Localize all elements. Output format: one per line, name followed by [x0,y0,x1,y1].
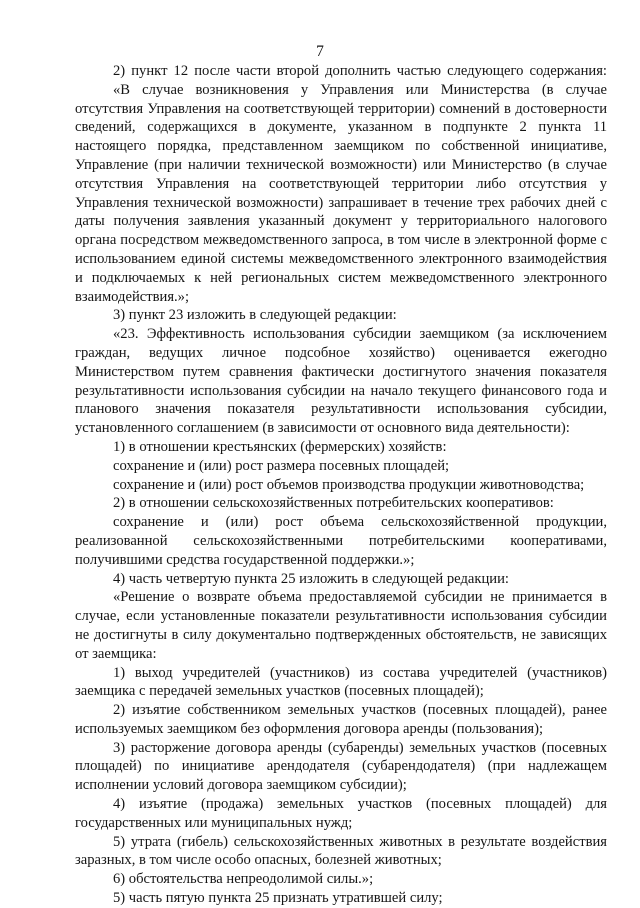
paragraph: 1) выход учредителей (участников) из состава учредителей (участников) заемщика с передачей земельных участков (посевных площадей); [75,664,607,700]
paragraph: 2) пункт 12 после части второй дополнить частью следующего содержания: [113,63,607,79]
paragraph: «Решение о возврате объема предоставляемой субсидии не принимается в случае, если установленные показатели результативности использования субсидии не достигнуты в силу документально подтвержденных обстоятельств, не зависящих от заемщика: [75,589,607,662]
paragraph: сохранение и (или) рост размера посевных площадей; [113,457,450,474]
page-number: 7 [316,43,324,60]
paragraph: «23. Эффективность использования субсидии заемщиком (за исключением граждан, ведущих личное подсобное хозяйство) оценивается ежегодно Министерством путем сравнения фактически достигнутого значения показателя результативности использования субсидии на начало текущего финансового года и планового значения показателя результативности использования субсидии, установленного соглашением (в зависимости от основного вида деятельности): [75,326,607,437]
paragraph: 6) обстоятельства непреодолимой силы.»; [113,871,374,888]
paragraph: сохранение и (или) рост объемов производства продукции животноводства; [113,476,585,493]
paragraph: «В случае возникновения у Управления или Министерства (в случае отсутствия Управления на соответствующей территории) сомнений в достоверности сведений, содержащихся в документе, указанном в подпункте 2 пункта 11 настоящего порядка, представленном заемщиком по собственной инициативе, Управление (при наличии технической возможности) или Министерство (в случае отсутствия Управления на соответствующей территории либо отсутствия у Управления технической возможности) запрашивает в течение трех рабочих дней с даты получения заявления указанный документ у территориального налогового органа посредством межведомственного запроса, в том числе в электронной форме с использованием единой системы межведомственного электронного взаимодействия и подключаемых к ней региональных систем межведомственного электронного взаимодействия.»; [75,81,607,305]
paragraph: 2) в отношении сельскохозяйственных потребительских кооперативов: [113,495,554,512]
paragraph: 5) часть пятую пункта 25 признать утратившей силу; [113,890,443,907]
paragraph: сохранение и (или) рост объема сельскохозяйственной продукции, реализованной сельскохозяйственными потребительскими кооперативами, получившими средства государственной поддержки.»; [75,514,607,568]
document-body [75,62,607,908]
paragraph: 2) изъятие собственником земельных участков (посевных площадей), ранее используемых заемщиком без оформления договора аренды (пользования); [75,702,607,737]
paragraph: 4) часть четвертую пункта 25 изложить в следующей редакции: [113,570,509,587]
paragraph: 5) утрата (гибель) сельскохозяйственных животных в результате воздействия заразных, в том числе особо опасных, болезней животных; [75,833,607,869]
paragraph: 3) расторжение договора аренды (субаренды) земельных участков (посевных площадей) по инициативе арендодателя (субарендодателя) (при надлежащем исполнении условий договора заемщиком субсидии); [75,739,607,794]
paragraph: 4) изъятие (продажа) земельных участков (посевных площадей) для государственных или муниципальных нужд; [75,796,607,831]
paragraph: 1) в отношении крестьянских (фермерских) хозяйств: [113,438,447,455]
paragraph: 3) пункт 23 изложить в следующей редакции: [113,307,397,324]
